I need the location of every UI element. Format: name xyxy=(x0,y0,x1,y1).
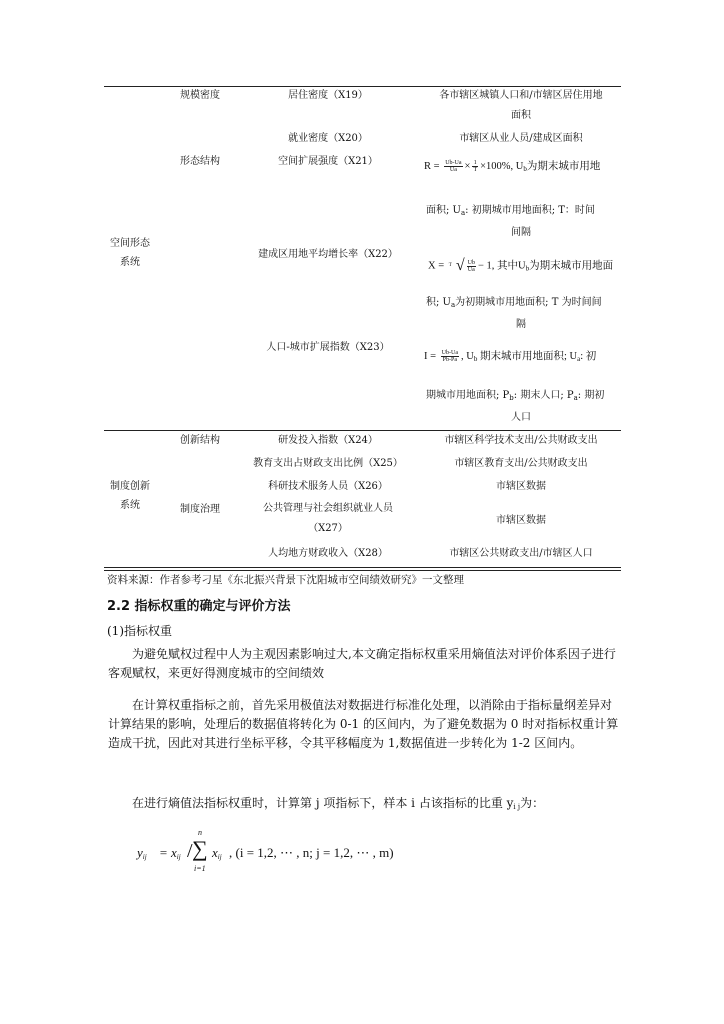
ind-cell-x19: 居住密度（X19） xyxy=(288,90,368,101)
system-space-form: 空间形态 系统 xyxy=(110,238,150,268)
def-cell-x24: 市辖区科学技术支出/公共财政支出 xyxy=(444,435,598,446)
fraction-1-t: $\frac{1}{T}$ xyxy=(473,160,478,174)
ind-cell-x25: 教育支出占财政支出比例（X25） xyxy=(253,458,403,469)
ind-cell-x24: 研发投入指数（X24） xyxy=(278,435,378,446)
sub-cell-governance: 制度治理 xyxy=(180,504,220,515)
table-bottom-rule xyxy=(104,567,621,568)
def-cell-x20: 市辖区从业人员/建成区面积 xyxy=(459,133,583,144)
section-title: 2.2 指标权重的确定与评价方法 xyxy=(107,599,291,614)
def-cell-x22-line3: 隔 xyxy=(516,319,526,330)
fraction-ub-over-ua: $\frac{Ub}{Ua}$ xyxy=(467,259,475,273)
def-cell-x28: 市辖区公共财政支出/市辖区人口 xyxy=(449,548,593,559)
def-cell-x26: 市辖区数据 xyxy=(496,481,546,492)
sub-cell-innovation: 创新结构 xyxy=(180,435,220,446)
def-cell-x21-line2: 面积; $U_a$: 初期城市用地面积; T：时间 xyxy=(426,205,595,217)
ind-cell-x27: 公共管理与社会组织就业人员 （X27） xyxy=(263,503,393,534)
ind-cell-x21: 空间扩展强度（X21） xyxy=(278,156,378,167)
ind-cell-x23: 人口-城市扩展指数（X23） xyxy=(266,342,390,353)
def-cell-x25: 市辖区教育支出/公共财政支出 xyxy=(454,458,588,469)
weight-equation: $y_{ij}$ = $x_{ij}$ / n ∑ i=1 $x_{ij}$ , (i = 1,2, ⋯ , n; j = 1,2, ⋯ , m) xyxy=(137,828,394,873)
sub-cell-form-structure: 形态结构 xyxy=(180,156,220,167)
ind-cell-x22: 建成区用地平均增长率（X22） xyxy=(258,249,398,260)
fraction-ub-ua: $\frac{Ub-Ua}{Ua}$ xyxy=(445,160,462,174)
def-cell-x21-line3: 间隔 xyxy=(511,227,531,238)
ind-cell-x28: 人均地方财政收入（X28） xyxy=(268,548,388,559)
subsection-title: (1)指标权重 xyxy=(107,624,172,638)
sqrt-sign: √ xyxy=(455,257,465,274)
table-mid-rule xyxy=(104,430,621,431)
ind-cell-x20: 就业密度（X20） xyxy=(288,133,368,144)
ind-cell-x26: 科研技术服务人员（X26） xyxy=(268,481,388,492)
paragraph-2: 在计算权重指标之前，首先采用极值法对数据进行标准化处理，以消除由于指标量纲差异对计算结果的影响，处理后的数据值将转化为 0-1 的区间内，为了避免数据为 0 时对指标权重计算造成干扰，因此对其进行坐标平移，令其平移幅度为 1,数据值进一步转化为 1-2 区间内。 xyxy=(108,698,619,750)
def-cell-x27: 市辖区数据 xyxy=(496,515,546,526)
def-cell-x23-formula: I = $\frac{Ub-Ua}{Pb-Pa}$ , $U_b$ 期末城市用地面积; $U_a$: 初 xyxy=(424,350,597,364)
root-index: T xyxy=(448,263,452,268)
sum-icon: ∑ xyxy=(192,836,208,861)
source-note: 资料来源：作者参考刁星《东北振兴背景下沈阳城市空间绩效研究》一文整理 xyxy=(107,574,464,586)
def-cell-x22-line2: 积; $U_a$为初期城市用地面积; T 为时间间 xyxy=(426,297,602,309)
fraction-u-over-p: $\frac{Ub-Ua}{Pb-Pa}$ xyxy=(441,350,459,364)
def-cell-x23-line3: 人口 xyxy=(511,412,531,423)
table-top-rule xyxy=(104,86,621,87)
def-cell-x19: 各市辖区城镇人口和/市辖区居住用地 面积 xyxy=(439,90,603,121)
def-cell-x22-formula: X = T √ $\frac{Ub}{Ua}$ − 1, 其中$U_b$为期末城市用地面 xyxy=(428,257,614,274)
sub-cell-scale-density: 规模密度 xyxy=(180,90,220,101)
def-cell-x23-line2: 期城市用地面积; $P_b$: 期末人口; $P_a$: 期初 xyxy=(426,390,605,402)
paragraph-3: 在进行熵值法指标权重时，计算第 j 项指标下，样本 i 占该指标的比重 $y_{i j}$为： xyxy=(132,796,545,811)
table-bottom-rule-2 xyxy=(104,570,621,571)
paragraph-1: 为避免赋权过程中人为主观因素影响过大,本文确定指标权重采用熵值法对评价体系因子进行客观赋权，来更好得测度城市的空间绩效 xyxy=(108,647,616,680)
system-institution: 制度创新 系统 xyxy=(110,481,150,511)
def-cell-x21-formula: R = $\frac{Ub-Ua}{Ua}$ × $\frac{1}{T}$ ×100%, $U_b$为期末城市用地 xyxy=(424,160,601,174)
